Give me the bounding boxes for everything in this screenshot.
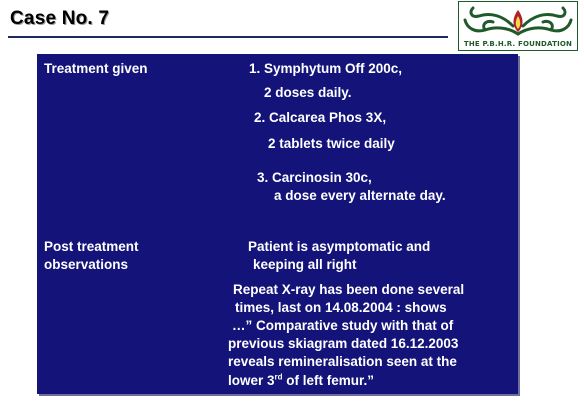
slide-title: Case No. 7	[10, 8, 110, 29]
treatment-line: 3. Carcinosin 30c,	[257, 170, 372, 185]
treatment-label: Treatment given	[44, 61, 148, 76]
xray-line: times, last on 14.08.2004 : shows	[235, 300, 447, 315]
post-treatment-label: observations	[44, 257, 129, 272]
observation-line: Patient is asymptomatic and	[248, 239, 431, 254]
post-treatment-label: Post treatment	[44, 239, 139, 254]
xray-line: …” Comparative study with that of	[232, 318, 454, 333]
xray-line: Repeat X-ray has been done several	[233, 282, 465, 297]
treatment-line: 2. Calcarea Phos 3X,	[254, 110, 387, 125]
xray-line: reveals remineralisation seen at the	[228, 354, 457, 369]
treatment-line: 1. Symphytum Off 200c,	[249, 61, 403, 76]
tree-lamp-logo-icon	[461, 4, 575, 38]
xray-line: previous skiagram dated 16.12.2003	[228, 336, 459, 351]
title-divider	[8, 36, 448, 38]
foundation-logo	[458, 1, 578, 51]
content-panel	[37, 54, 518, 394]
treatment-line: 2 doses daily.	[264, 85, 352, 100]
treatment-line: a dose every alternate day.	[274, 188, 446, 203]
logo-caption: THE P.B.H.R. FOUNDATION	[463, 40, 573, 48]
xray-last-superscript: rd	[274, 372, 283, 382]
xray-line-last	[228, 372, 374, 389]
xray-last-suffix: of left femur.”	[282, 373, 375, 388]
xray-last-prefix: lower 3	[228, 373, 275, 388]
treatment-line: 2 tablets twice daily	[268, 136, 395, 151]
observation-line: keeping all right	[253, 257, 357, 272]
